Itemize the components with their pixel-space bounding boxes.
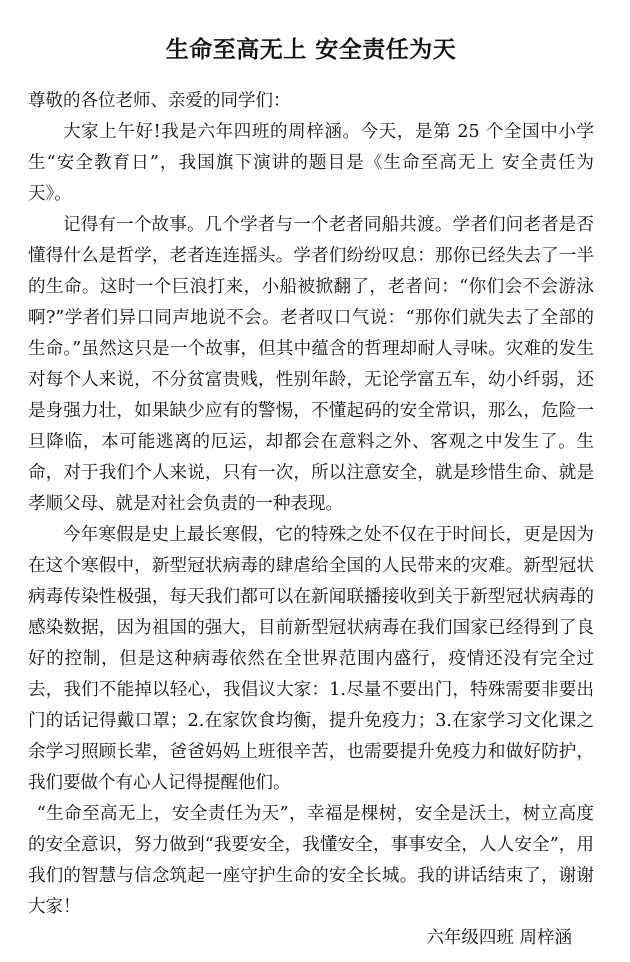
greeting: 尊敬的各位老师、亲爱的同学们： <box>28 91 291 111</box>
signature: 六年级四班 周梓涵 <box>426 928 572 948</box>
paragraph-closing: “生命至高无上，安全责任为天”，幸福是棵树，安全是沃土，树立高度的安全意识，努力做到“我要安全，我懂安全，事事安全，人人安全”，用我们的智慧与信念筑起一座守护生命的安全长城。我的讲话结束了，谢谢大家！ <box>28 804 594 917</box>
paragraph-intro: 大家上午好!我是六年四班的周梓涵。今天，是第 25 个全国中小学生“安全教育日”，我国旗下演讲的题目是《生命至高无上 安全责任为天》。 <box>28 122 594 204</box>
paragraph-epidemic: 今年寒假是史上最长寒假，它的特殊之处不仅在于时间长，更是因为在这个寒假中，新型冠状病毒的肆虐给全国的人民带来的灾难。新型冠状病毒传染性极强，每天我们都可以在新闻联播接收到关于新型冠状病毒的感染数据，因为祖国的强大，目前新型冠状病毒在我们国家已经得到了良好的控制，但是这种病毒依然在全世界范围内盛行，疫情还没有完全过去，我们不能掉以轻心，我倡议大家：1.尽量不要出门，特殊需要非要出门的话记得戴口罩；2.在家饮食均衡，提升免疫力；3.在家学习文化课之余学习照顾长辈，爸爸妈妈上班很辛苦，也需要提升免疫力和做好防护，我们要做个有心人记得提醒他们。 <box>28 525 594 793</box>
paragraph-story: 记得有一个故事。几个学者与一个老者同船共渡。学者们问老者是否懂得什么是哲学，老者连连摇头。学者们纷纷叹息：那你已经失去了一半的生命。这时一个巨浪打来，小船被掀翻了，老者问：“你们会不会游泳啊?”学者们异口同声地说不会。老者叹口气说：“那你们就失去了全部的生命。”虽然这只是一个故事，但其中蕴含的哲理却耐人寻味。灾难的发生对每个人来说，不分贫富贵贱，性别年龄，无论学富五车，幼小纤弱，还是身强力壮，如果缺少应有的警惕，不懂起码的安全常识，那么，危险一旦降临，本可能逃离的厄运，却都会在意料之外、客观之中发生了。生命，对于我们个人来说，只有一次，所以注意安全，就是珍惜生命、就是孝顺父母、就是对社会负责的一种表现。 <box>28 215 594 514</box>
speech-document <box>28 24 594 954</box>
document-title: 生命至高无上 安全责任为天 <box>165 36 457 63</box>
